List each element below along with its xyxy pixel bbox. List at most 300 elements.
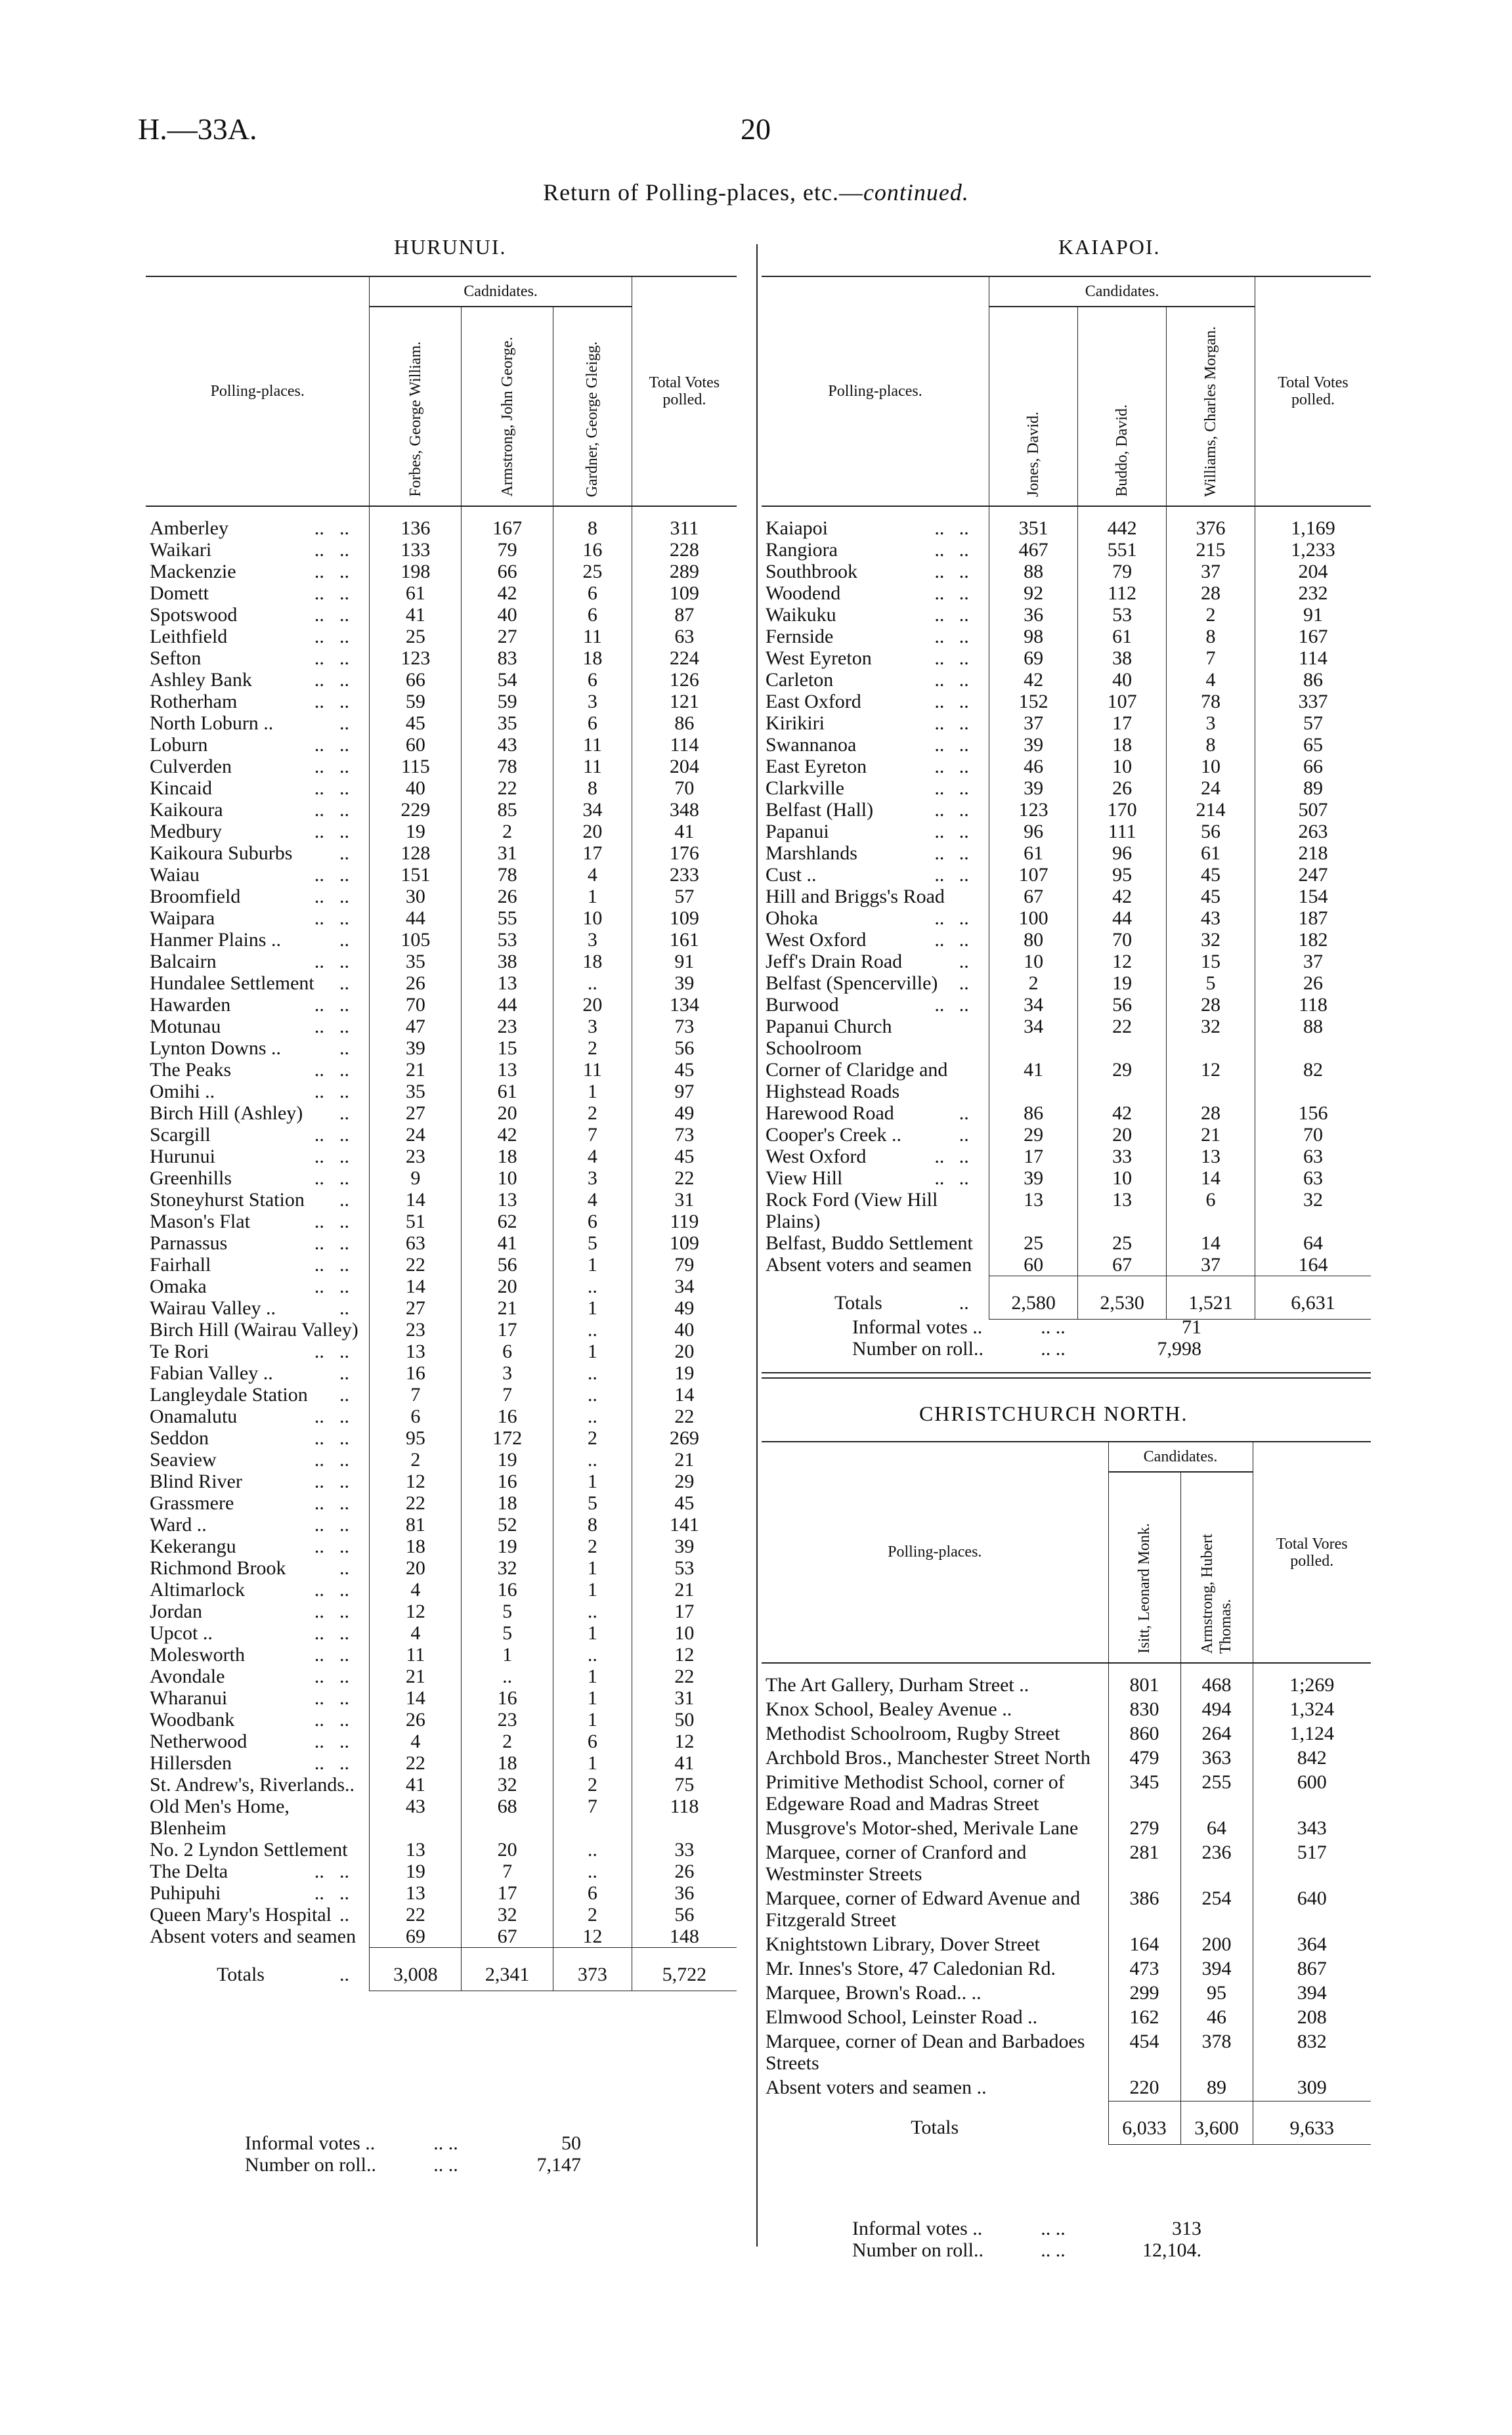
leader-dots: .. <box>959 907 969 929</box>
leader-dots: .. <box>314 647 324 669</box>
candidate-votes: 494 <box>1180 1698 1253 1723</box>
total-votes: 56 <box>632 1904 737 1926</box>
table-row <box>762 1102 1371 1124</box>
table-row <box>762 907 1371 929</box>
leader-dots: .. <box>314 864 324 886</box>
candidate-votes: 7 <box>553 1796 632 1839</box>
table-row <box>762 929 1371 951</box>
polling-place: Jeff's Drain Road <box>766 951 903 972</box>
leader-dots: .. <box>314 1081 324 1102</box>
candidate-votes: 81 <box>370 1514 462 1536</box>
total-votes: 33 <box>632 1839 737 1861</box>
total-votes: 70 <box>632 777 737 799</box>
leader-dots: .. <box>959 539 969 561</box>
table-row <box>146 1124 737 1146</box>
polling-place: Birch Hill (Ashley) <box>150 1102 303 1124</box>
chch-north-informal-value: 313 <box>1171 2218 1201 2239</box>
table-row <box>146 951 737 972</box>
polling-place: Ward .. <box>150 1514 207 1536</box>
candidate-votes: 19 <box>462 1449 553 1471</box>
leader-dots: .. <box>314 1449 324 1471</box>
candidate-votes: .. <box>553 1644 632 1666</box>
total-votes: 309 <box>1253 2077 1371 2101</box>
polling-place: Papanui <box>766 821 829 842</box>
leader-dots: .. <box>339 756 350 777</box>
hurunui-informal-value: 50 <box>561 2132 581 2154</box>
leader-dots: .. <box>339 1882 350 1904</box>
polling-place: Cust .. <box>766 864 817 886</box>
candidate-votes: 5 <box>553 1232 632 1254</box>
candidate-votes: 363 <box>1180 1747 1253 1771</box>
total-votes: 36 <box>632 1882 737 1904</box>
candidate-votes: 61 <box>462 1081 553 1102</box>
candidate-votes: 21 <box>370 1059 462 1081</box>
candidate-votes: 43 <box>1167 907 1255 929</box>
candidate-votes: 45 <box>1167 864 1255 886</box>
polling-place: Omihi .. <box>150 1081 215 1102</box>
table-row <box>146 1384 737 1406</box>
total-votes: 154 <box>1255 886 1371 907</box>
polling-place: Seaview <box>150 1449 217 1471</box>
table-row <box>146 1882 737 1904</box>
candidate-votes: .. <box>553 1384 632 1406</box>
leader-dots: .. <box>339 1124 350 1146</box>
leader-dots: .. <box>959 626 969 647</box>
candidate-votes: 236 <box>1180 1842 1253 1887</box>
table-row <box>146 1752 737 1774</box>
leader-dots: .. <box>314 1341 324 1362</box>
total-votes: 263 <box>1255 821 1371 842</box>
kaiapoi-roll-dots: .. .. <box>1041 1338 1066 1360</box>
candidate-votes: 41 <box>370 604 462 626</box>
polling-place: Avondale <box>150 1666 225 1687</box>
table-row <box>762 1016 1371 1059</box>
table-row <box>762 1059 1371 1102</box>
candidate-votes: 42 <box>462 582 553 604</box>
leader-dots: .. <box>934 756 945 777</box>
total-votes: 204 <box>1255 561 1371 582</box>
table-row <box>146 1536 737 1557</box>
candidate-votes: 24 <box>370 1124 462 1146</box>
total-votes: 91 <box>632 951 737 972</box>
candidate-votes: 22 <box>462 777 553 799</box>
candidate-votes: 133 <box>370 539 462 561</box>
leader-dots: .. <box>339 1059 350 1081</box>
candidate-votes: 17 <box>462 1882 553 1904</box>
candidate-votes: 61 <box>989 842 1078 864</box>
candidate-votes: 45 <box>1167 886 1255 907</box>
chch-north-table <box>762 1441 1371 2145</box>
candidate-votes: 467 <box>989 539 1078 561</box>
kaiapoi-col-total: Total Votes polled. <box>1255 276 1371 506</box>
table-row <box>762 669 1371 691</box>
polling-place: Kincaid <box>150 777 212 799</box>
total-votes: 86 <box>1255 669 1371 691</box>
candidate-votes: 3 <box>553 691 632 712</box>
candidate-votes: 95 <box>1078 864 1167 886</box>
candidate-votes: 14 <box>370 1189 462 1211</box>
candidate-votes: 25 <box>553 561 632 582</box>
table-row <box>762 1771 1371 1817</box>
candidate-votes: 26 <box>1078 777 1167 799</box>
hurunui-roll-dots: .. .. <box>433 2154 458 2176</box>
candidate-votes: 1 <box>553 1709 632 1731</box>
candidate-votes: 18 <box>553 951 632 972</box>
leader-dots: .. <box>314 1167 324 1189</box>
total-votes: 311 <box>632 506 737 539</box>
leader-dots: .. <box>314 1622 324 1644</box>
leader-dots: .. <box>314 1232 324 1254</box>
candidate-votes: 15 <box>1167 951 1255 972</box>
total-value: 5,722 <box>632 1948 737 1991</box>
candidate-votes: 3 <box>1167 712 1255 734</box>
total-votes: 21 <box>632 1579 737 1601</box>
candidate-votes: 12 <box>370 1471 462 1492</box>
candidate-votes: 2 <box>553 1427 632 1449</box>
leader-dots: .. <box>314 1536 324 1557</box>
hurunui-candidate: Armstrong, John George. <box>462 307 553 506</box>
candidate-votes: 13 <box>462 1059 553 1081</box>
candidate-votes: 33 <box>1078 1146 1167 1167</box>
polling-place: Blind River <box>150 1471 242 1492</box>
total-votes: 164 <box>1255 1254 1371 1276</box>
polling-place: Cooper's Creek .. <box>766 1124 902 1146</box>
total-votes: 119 <box>632 1211 737 1232</box>
table-row <box>762 842 1371 864</box>
candidate-votes: .. <box>462 1666 553 1687</box>
candidate-votes: 5 <box>553 1492 632 1514</box>
candidate-votes: 2 <box>553 1904 632 1926</box>
candidate-votes: 38 <box>462 951 553 972</box>
leader-dots: .. <box>339 1427 350 1449</box>
candidate-votes: 2 <box>989 972 1078 994</box>
heading-continued: continued. <box>863 179 969 205</box>
chch-north-summary <box>847 2218 1207 2261</box>
leader-dots: .. <box>934 561 945 582</box>
leader-dots: .. <box>934 864 945 886</box>
chch-north-candidate: Armstrong, Hubert Thomas. <box>1180 1472 1253 1663</box>
candidate-votes: 17 <box>1078 712 1167 734</box>
candidate-votes: 67 <box>1078 1254 1167 1276</box>
leader-dots: .. <box>314 1146 324 1167</box>
table-row <box>146 929 737 951</box>
polling-place: St. Andrew's, Riverlands.. <box>150 1774 355 1796</box>
total-votes: 14 <box>632 1384 737 1406</box>
total-votes: 640 <box>1253 1887 1371 1933</box>
hurunui-informal-dots: .. .. <box>433 2132 458 2154</box>
polling-place: West Eyreton <box>766 647 872 669</box>
leader-dots: .. <box>339 1016 350 1037</box>
leader-dots: .. <box>959 1167 969 1189</box>
polling-place: Broomfield <box>150 886 241 907</box>
polling-place: Spotswood <box>150 604 238 626</box>
leader-dots: .. <box>934 669 945 691</box>
leader-dots: .. <box>339 712 350 734</box>
table-row <box>762 1817 1371 1842</box>
polling-place: Kaikoura <box>150 799 223 821</box>
hurunui-col-total: Total Votes polled. <box>632 276 737 506</box>
polling-place: Motunau <box>150 1016 221 1037</box>
candidate-votes: 39 <box>370 1037 462 1059</box>
leader-dots: .. <box>959 929 969 951</box>
leader-dots: .. <box>934 821 945 842</box>
candidate-votes: 22 <box>370 1492 462 1514</box>
candidate-votes: 35 <box>370 1081 462 1102</box>
total-votes: 118 <box>1255 994 1371 1016</box>
total-votes: 53 <box>632 1557 737 1579</box>
polling-place: Amberley <box>150 517 228 539</box>
candidate-votes: 10 <box>989 951 1078 972</box>
candidate-votes: 18 <box>1078 734 1167 756</box>
leader-dots: .. <box>339 1362 350 1384</box>
leader-dots: .. <box>339 517 350 539</box>
table-row <box>146 1774 737 1796</box>
candidate-votes: 111 <box>1078 821 1167 842</box>
candidate-votes: 10 <box>462 1167 553 1189</box>
candidate-votes: 19 <box>370 821 462 842</box>
leader-dots: .. <box>959 517 969 539</box>
leader-dots: .. <box>339 1037 350 1059</box>
leader-dots: .. <box>314 994 324 1016</box>
leader-dots: .. <box>934 582 945 604</box>
polling-place: Puhipuhi <box>150 1882 221 1904</box>
table-row <box>146 1904 737 1926</box>
candidate-votes: 17 <box>553 842 632 864</box>
candidate-votes: 18 <box>553 647 632 669</box>
candidate-votes: 442 <box>1078 506 1167 539</box>
polling-place: Stoneyhurst Station <box>150 1189 305 1211</box>
total-votes: 49 <box>632 1102 737 1124</box>
leader-dots: .. <box>314 1406 324 1427</box>
chch-north-informal-label: Informal votes .. <box>852 2218 983 2239</box>
polling-place: Richmond Brook <box>150 1557 286 1579</box>
candidate-votes: 34 <box>553 799 632 821</box>
leader-dots: .. <box>959 691 969 712</box>
leader-dots: .. <box>314 1016 324 1037</box>
candidate-votes: .. <box>553 1406 632 1427</box>
page-heading <box>0 179 1512 206</box>
table-row <box>762 994 1371 1016</box>
table-row <box>762 1124 1371 1146</box>
candidate-votes: 23 <box>462 1709 553 1731</box>
polling-place: Grassmere <box>150 1492 234 1514</box>
candidate-votes: .. <box>553 1362 632 1384</box>
total-votes: 39 <box>632 1536 737 1557</box>
candidate-votes: 473 <box>1108 1958 1180 1982</box>
hurunui-candidates-group: Cadnidates. <box>370 276 632 307</box>
candidate-votes: 13 <box>989 1189 1078 1232</box>
total-votes: 182 <box>1255 929 1371 951</box>
leader-dots: .. <box>339 1861 350 1882</box>
candidate-votes: 20 <box>553 994 632 1016</box>
total-votes: 49 <box>632 1297 737 1319</box>
candidate-votes: 8 <box>553 777 632 799</box>
table-row <box>146 842 737 864</box>
polling-place: Medbury <box>150 821 222 842</box>
candidate-votes: 21 <box>1167 1124 1255 1146</box>
hurunui-title: HURUNUI. <box>394 235 507 259</box>
candidate-votes: 16 <box>370 1362 462 1384</box>
candidate-votes: 13 <box>462 972 553 994</box>
polling-place: Marshlands <box>766 842 857 864</box>
table-row <box>146 647 737 669</box>
leader-dots: .. <box>339 799 350 821</box>
polling-place: Waiau <box>150 864 200 886</box>
candidate-votes: 29 <box>1078 1059 1167 1102</box>
candidate-votes: 60 <box>370 734 462 756</box>
candidate-votes: 198 <box>370 561 462 582</box>
hurunui-informal-label: Informal votes .. <box>245 2132 376 2154</box>
candidate-votes: 454 <box>1108 2031 1180 2077</box>
total-votes: 12 <box>632 1731 737 1752</box>
leader-dots: .. <box>959 604 969 626</box>
totals-row <box>762 1276 1371 1320</box>
candidate-votes: 7 <box>553 1124 632 1146</box>
hurunui-summary <box>240 2132 586 2176</box>
candidate-votes: 61 <box>370 582 462 604</box>
leader-dots: .. <box>959 799 969 821</box>
candidate-votes: 22 <box>370 1752 462 1774</box>
polling-place: Belfast, Buddo Settlement <box>766 1232 973 1254</box>
candidate-votes: 37 <box>1167 561 1255 582</box>
candidate-votes: 78 <box>462 864 553 886</box>
candidate-votes: 42 <box>1078 886 1167 907</box>
total-votes: 17 <box>632 1601 737 1622</box>
table-row <box>146 756 737 777</box>
candidate-votes: 13 <box>1078 1189 1167 1232</box>
leader-dots: .. <box>959 951 969 972</box>
candidate-votes: 167 <box>462 506 553 539</box>
table-row <box>762 2006 1371 2031</box>
polling-place: Culverden <box>150 756 232 777</box>
table-row <box>146 1449 737 1471</box>
table-row <box>762 1887 1371 1933</box>
candidate-votes: .. <box>553 972 632 994</box>
page-number: 20 <box>741 112 771 146</box>
table-row <box>146 561 737 582</box>
table-row <box>762 972 1371 994</box>
table-row <box>146 1232 737 1254</box>
candidate-votes: 92 <box>989 582 1078 604</box>
leader-dots: .. <box>314 691 324 712</box>
candidate-votes: 4 <box>370 1731 462 1752</box>
hurunui-candidate: Gardner, George Gleigg. <box>553 307 632 506</box>
polling-place: Balcairn <box>150 951 217 972</box>
leader-dots: .. <box>339 1557 350 1579</box>
polling-place: Swannanoa <box>766 734 857 756</box>
chch-north-informal-dots: .. .. <box>1041 2218 1066 2239</box>
polling-place: East Oxford <box>766 691 861 712</box>
polling-place: Loburn <box>150 734 208 756</box>
total-votes: 109 <box>632 907 737 929</box>
leader-dots: .. <box>934 1167 945 1189</box>
candidate-votes: 2 <box>553 1037 632 1059</box>
leader-dots: .. <box>339 1254 350 1276</box>
candidate-votes: 61 <box>1078 626 1167 647</box>
candidate-votes: 5 <box>1167 972 1255 994</box>
leader-dots: .. <box>934 929 945 951</box>
polling-place: Rangiora <box>766 539 838 561</box>
candidate-votes: 3 <box>553 929 632 951</box>
total-votes: 114 <box>1255 647 1371 669</box>
polling-place: The Art Gallery, Durham Street .. <box>766 1674 1029 1696</box>
candidate-votes: 63 <box>370 1232 462 1254</box>
candidate-votes: 14 <box>370 1276 462 1297</box>
leader-dots: .. <box>339 951 350 972</box>
polling-place: Sefton <box>150 647 202 669</box>
leader-dots: .. <box>339 1622 350 1644</box>
hurunui-table <box>146 276 737 1991</box>
candidate-votes: 46 <box>989 756 1078 777</box>
total-votes: 348 <box>632 799 737 821</box>
leader-dots: .. <box>314 1124 324 1146</box>
leader-dots: .. <box>959 734 969 756</box>
table-row <box>146 539 737 561</box>
candidate-votes: 345 <box>1108 1771 1180 1817</box>
candidate-votes: 16 <box>462 1406 553 1427</box>
total-votes: 31 <box>632 1189 737 1211</box>
leader-dots: .. <box>934 994 945 1016</box>
total-votes: 867 <box>1253 1958 1371 1982</box>
totals-label: Totals <box>217 1963 265 1985</box>
polling-place: Molesworth <box>150 1644 245 1666</box>
candidate-votes: 255 <box>1180 1771 1253 1817</box>
leader-dots: .. <box>339 647 350 669</box>
candidate-votes: 220 <box>1108 2077 1180 2101</box>
leader-dots: .. <box>314 1752 324 1774</box>
table-row <box>762 1167 1371 1189</box>
leader-dots: .. <box>314 1276 324 1297</box>
leader-dots: .. <box>339 929 350 951</box>
polling-place: Kirikiri <box>766 712 825 734</box>
leader-dots: .. <box>339 1904 350 1926</box>
leader-dots: .. <box>959 561 969 582</box>
candidate-votes: 41 <box>462 1232 553 1254</box>
total-votes: 88 <box>1255 1016 1371 1059</box>
candidate-votes: 28 <box>1167 582 1255 604</box>
leader-dots: .. <box>339 1276 350 1297</box>
candidate-votes: 42 <box>989 669 1078 691</box>
leader-dots: .. <box>314 951 324 972</box>
candidate-votes: 23 <box>370 1146 462 1167</box>
chch-north-col-total: Total Vores polled. <box>1253 1442 1371 1663</box>
polling-place: The Delta <box>150 1861 228 1882</box>
candidate-votes: 51 <box>370 1211 462 1232</box>
leader-dots: .. <box>959 842 969 864</box>
candidate-votes: 20 <box>370 1557 462 1579</box>
leader-dots: .. <box>934 604 945 626</box>
leader-dots: .. <box>314 734 324 756</box>
leader-dots: .. <box>959 972 969 994</box>
polling-place: Queen Mary's Hospital <box>150 1904 332 1926</box>
candidate-votes: 18 <box>462 1752 553 1774</box>
table-row <box>146 1167 737 1189</box>
leader-dots: .. <box>314 561 324 582</box>
candidate-votes: 801 <box>1108 1663 1180 1698</box>
leader-dots: .. <box>314 1427 324 1449</box>
polling-place: Wharanui <box>150 1687 228 1709</box>
table-row <box>762 886 1371 907</box>
kaiapoi-informal-value: 71 <box>1181 1316 1201 1338</box>
total-votes: 57 <box>1255 712 1371 734</box>
candidate-votes: 6 <box>1167 1189 1255 1232</box>
polling-place: Hill and Briggs's Road <box>766 886 945 907</box>
leader-dots: .. <box>339 1102 350 1124</box>
leader-dots: .. <box>934 626 945 647</box>
polling-place: Marquee, Brown's Road.. .. <box>766 1982 982 2004</box>
table-row <box>762 626 1371 647</box>
candidate-votes: 39 <box>989 1167 1078 1189</box>
